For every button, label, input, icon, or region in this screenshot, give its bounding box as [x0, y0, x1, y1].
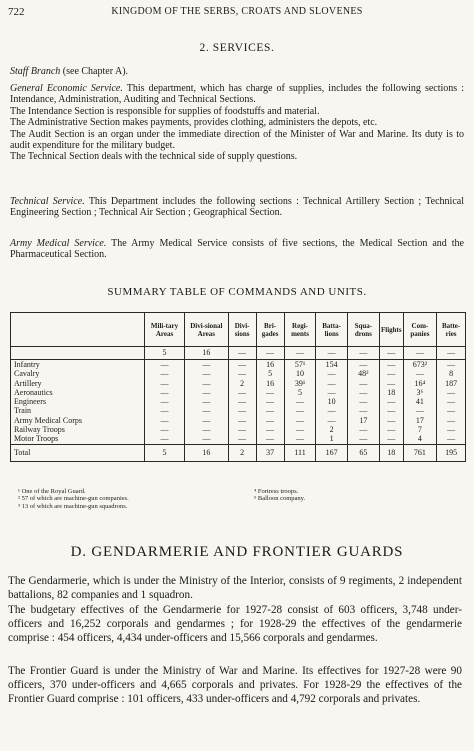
unit-value: — [202, 425, 211, 435]
unit-value: — [296, 397, 305, 407]
total-row [11, 444, 466, 461]
unit-value: — [202, 360, 211, 369]
total-cell: 16 [185, 444, 229, 461]
unit-value: — [447, 415, 456, 425]
page-number: 722 [8, 6, 25, 18]
col-companies: Com-panies [403, 313, 437, 347]
staff-branch-text: (see Chapter A). [60, 66, 129, 77]
unit-value: 17 [359, 415, 368, 425]
unit-value: 2 [240, 378, 245, 388]
unit-value: — [160, 406, 169, 416]
total-cell: 2 [228, 444, 256, 461]
unit-value: — [160, 434, 169, 444]
unit-value: 57¹ [294, 360, 306, 369]
audit-line: The Audit Section is an organ under the immediate direction of the Minister of War and Marine. Its duty is to audit expenditure for the military budget. [10, 128, 464, 152]
areas-row [11, 347, 466, 360]
unit-value: — [447, 425, 456, 435]
col-brigades: Bri-gades [256, 313, 284, 347]
areas-cell: — [316, 347, 347, 360]
col-divisions: Divi-sions [228, 313, 256, 347]
unit-value: 3⁶ [416, 387, 424, 397]
unit-value: — [387, 406, 396, 416]
unit-value: — [160, 360, 169, 369]
running-header [8, 6, 466, 20]
footnote: ⁴ Fortress troops. [254, 488, 299, 495]
unit-values-cell [256, 360, 284, 445]
unit-value: — [238, 387, 247, 397]
areas-cell: — [379, 347, 403, 360]
total-cell: 761 [403, 444, 437, 461]
areas-cell: — [403, 347, 437, 360]
areas-label-cell [11, 347, 145, 360]
summary-table-title: SUMMARY TABLE OF COMMANDS AND UNITS. [107, 286, 367, 298]
unit-value: — [387, 434, 396, 444]
table-header-row [11, 313, 466, 347]
unit-value: — [160, 397, 169, 407]
unit-value: 16 [266, 378, 275, 388]
unit-value: 154 [325, 360, 338, 369]
unit-value: 7 [417, 425, 422, 435]
unit-label: Army Medical Corps [14, 415, 82, 425]
unit-value: — [359, 397, 368, 407]
areas-cell: 5 [145, 347, 185, 360]
unit-value: — [387, 360, 396, 369]
unit-value: — [160, 369, 169, 379]
unit-value: 17 [415, 415, 424, 425]
col-military-areas: Mili-tary Areas [145, 313, 185, 347]
unit-value: — [160, 378, 169, 388]
unit-value: — [327, 387, 336, 397]
unit-value: — [359, 360, 368, 369]
unit-values-cell [403, 360, 437, 445]
total-label: Total [11, 444, 145, 461]
unit-value: 4 [417, 434, 422, 444]
unit-value: — [327, 406, 336, 416]
unit-label: Infantry [14, 360, 40, 369]
col-divisional-areas: Divi-sional Areas [185, 313, 229, 347]
areas-cell: — [437, 347, 466, 360]
army-medical-text: The Army Medical Service consists of five sections, the Medical Section and the Pharmaceutical Section. [10, 238, 464, 261]
footnote: ⁵ Balloon company. [254, 495, 306, 503]
unit-value: — [238, 369, 247, 379]
general-economic-intro [10, 83, 464, 106]
army-medical-paragraph [10, 238, 464, 261]
unit-value: 2 [329, 425, 334, 435]
unit-value: — [359, 434, 368, 444]
unit-value: 5 [298, 387, 303, 397]
unit-value: — [238, 434, 247, 444]
unit-value: — [160, 387, 169, 397]
col-flights: Flights [379, 313, 403, 347]
unit-value: — [160, 425, 169, 435]
unit-value: — [415, 406, 424, 416]
unit-value: — [447, 434, 456, 444]
unit-value: — [296, 434, 305, 444]
unit-value: — [238, 360, 247, 369]
unit-value: — [266, 387, 275, 397]
footnotes-right [254, 488, 454, 503]
footnotes-left [18, 488, 218, 510]
technical-service-lead: Technical Service. [10, 196, 85, 207]
unit-value: — [327, 369, 336, 379]
unit-values-cell [145, 360, 185, 445]
total-cell: 195 [437, 444, 466, 461]
unit-values-cell [228, 360, 256, 445]
total-cell: 5 [145, 444, 185, 461]
areas-cell: — [256, 347, 284, 360]
unit-value: — [266, 425, 275, 435]
unit-value: — [359, 425, 368, 435]
unit-value: — [266, 406, 275, 416]
unit-value: — [202, 397, 211, 407]
unit-value: — [202, 406, 211, 416]
col-battalions: Batta-lions [316, 313, 347, 347]
army-medical-lead: Army Medical Service. [10, 238, 107, 249]
unit-value: — [415, 369, 424, 379]
unit-value: 673² [412, 360, 428, 369]
unit-value: — [296, 415, 305, 425]
unit-value: — [266, 415, 275, 425]
unit-value: — [202, 415, 211, 425]
unit-values-cell [284, 360, 316, 445]
unit-value: 48² [358, 369, 369, 379]
areas-cell: — [284, 347, 316, 360]
unit-value: — [202, 387, 211, 397]
total-cell: 65 [347, 444, 379, 461]
unit-value: — [447, 406, 456, 416]
gendarmerie-paragraph: The Gendarmerie, which is under the Ministry of the Interior, consists of 9 regiments, 2 independent battalions, 82 companies and 1 squadron. [8, 575, 462, 602]
unit-value: — [327, 378, 336, 388]
unit-value: — [327, 415, 336, 425]
unit-values-cell [185, 360, 229, 445]
staff-branch-lead: Staff Branch [10, 66, 61, 77]
unit-value: 10 [327, 397, 336, 407]
unit-label: Engineers [14, 397, 46, 407]
unit-label: Railway Troops [14, 425, 65, 435]
summary-table [10, 312, 466, 462]
running-title: KINGDOM OF THE SERBS, CROATS AND SLOVENES [111, 6, 363, 17]
unit-values-cell [437, 360, 466, 445]
unit-value: 39¹ [294, 378, 306, 388]
unit-label: Train [14, 406, 32, 416]
unit-value: — [387, 397, 396, 407]
unit-value: — [238, 397, 247, 407]
technical-service-text: This Department includes the following sections : Technical Artillery Section ; Technical Engineering Section ; Technical Air Section ; Geographical Section. [10, 196, 464, 219]
unit-value: 1 [329, 434, 334, 444]
unit-label: Aeronautics [14, 387, 53, 397]
technical-section-line: The Technical Section deals with the technical side of supply questions. [10, 151, 298, 163]
technical-service-paragraph [10, 196, 464, 219]
unit-label: Motor Troops [14, 434, 59, 444]
unit-value: — [238, 406, 247, 416]
unit-values-cell [316, 360, 347, 445]
unit-values-cell [347, 360, 379, 445]
col-batteries: Batte-ries [437, 313, 466, 347]
unit-label: Cavalry [14, 369, 40, 379]
unit-value: 16⁴ [414, 378, 426, 388]
unit-value: — [238, 425, 247, 435]
total-cell: 167 [316, 444, 347, 461]
general-economic-lead: General Economic Service. [10, 83, 123, 94]
frontier-guard-paragraph: The Frontier Guard is under the Ministry of War and Marine. Its effectives for 1927-28 were 90 officers, 370 under-officers and 4,665 corporals and privates. For 1928-29 the effectives of the Frontier Guard comprise : 101 officers, 433 under-officers and 4,792 corporals and privates. [8, 665, 462, 706]
unit-value: — [238, 415, 247, 425]
unit-value: 5 [268, 369, 273, 379]
unit-value: — [359, 378, 368, 388]
unit-value: — [387, 425, 396, 435]
total-cell: 37 [256, 444, 284, 461]
gendarmerie-heading: D. GENDARMERIE AND FRONTIER GUARDS [70, 544, 404, 560]
unit-value: — [387, 369, 396, 379]
unit-value: — [296, 406, 305, 416]
units-row [11, 360, 466, 445]
areas-cell: 16 [185, 347, 229, 360]
unit-value: — [359, 406, 368, 416]
unit-value: — [359, 387, 368, 397]
unit-value: 8 [449, 369, 454, 379]
footnote: ¹ One of the Royal Guard. [18, 488, 86, 495]
administrative-line: The Administrative Section makes payments, provides clothing, administers the depots, etc. [10, 117, 378, 129]
col-squadrons: Squa-drons [347, 313, 379, 347]
areas-cell: — [228, 347, 256, 360]
unit-value: 10 [296, 369, 305, 379]
unit-value: 187 [445, 378, 458, 388]
unit-value: — [160, 415, 169, 425]
general-economic-paragraph [10, 83, 464, 163]
unit-value: — [266, 397, 275, 407]
unit-value: — [266, 434, 275, 444]
unit-labels-cell [11, 360, 145, 445]
unit-value: — [202, 378, 211, 388]
unit-value: 16 [266, 360, 275, 369]
intendance-line: The Intendance Section is responsible for supplies of foodstuffs and material. [10, 105, 320, 117]
unit-value: — [202, 434, 211, 444]
staff-branch-paragraph [10, 66, 464, 77]
general-economic-text: This department, which has charge of supplies, includes the following sections : Intendance, Administration, Auditing and Technical Sections. [10, 83, 465, 106]
section-title: 2. SERVICES. [199, 42, 275, 54]
unit-value: 18 [387, 387, 396, 397]
gendarmerie-effectives-paragraph: The budgetary effectives of the Gendarmerie for 1927-28 consist of 603 officers, 3,748 under-officers and 16,252 corporals and gendarmes ; for 1928-29 the effectives of the gendarmerie comprise : 454 officers, 4,434 under-officers and 15,566 corporals and gendarmes. [8, 604, 462, 645]
unit-value: — [447, 360, 456, 369]
unit-values-cell [379, 360, 403, 445]
unit-value: — [447, 387, 456, 397]
col-regiments: Regi-ments [284, 313, 316, 347]
unit-value: — [202, 369, 211, 379]
total-cell: 18 [379, 444, 403, 461]
unit-value: — [387, 378, 396, 388]
table-corner-cell [11, 313, 145, 347]
unit-value: — [296, 425, 305, 435]
unit-label: Artillery [14, 378, 42, 388]
areas-cell: — [347, 347, 379, 360]
unit-value: 41 [415, 397, 424, 407]
footnote: ³ 13 of which are machine-gun squadrons. [18, 502, 128, 510]
total-cell: 111 [284, 444, 316, 461]
unit-value: — [387, 415, 396, 425]
footnote: ² 57 of which are machine-gun companies. [18, 495, 129, 503]
unit-value: — [447, 397, 456, 407]
